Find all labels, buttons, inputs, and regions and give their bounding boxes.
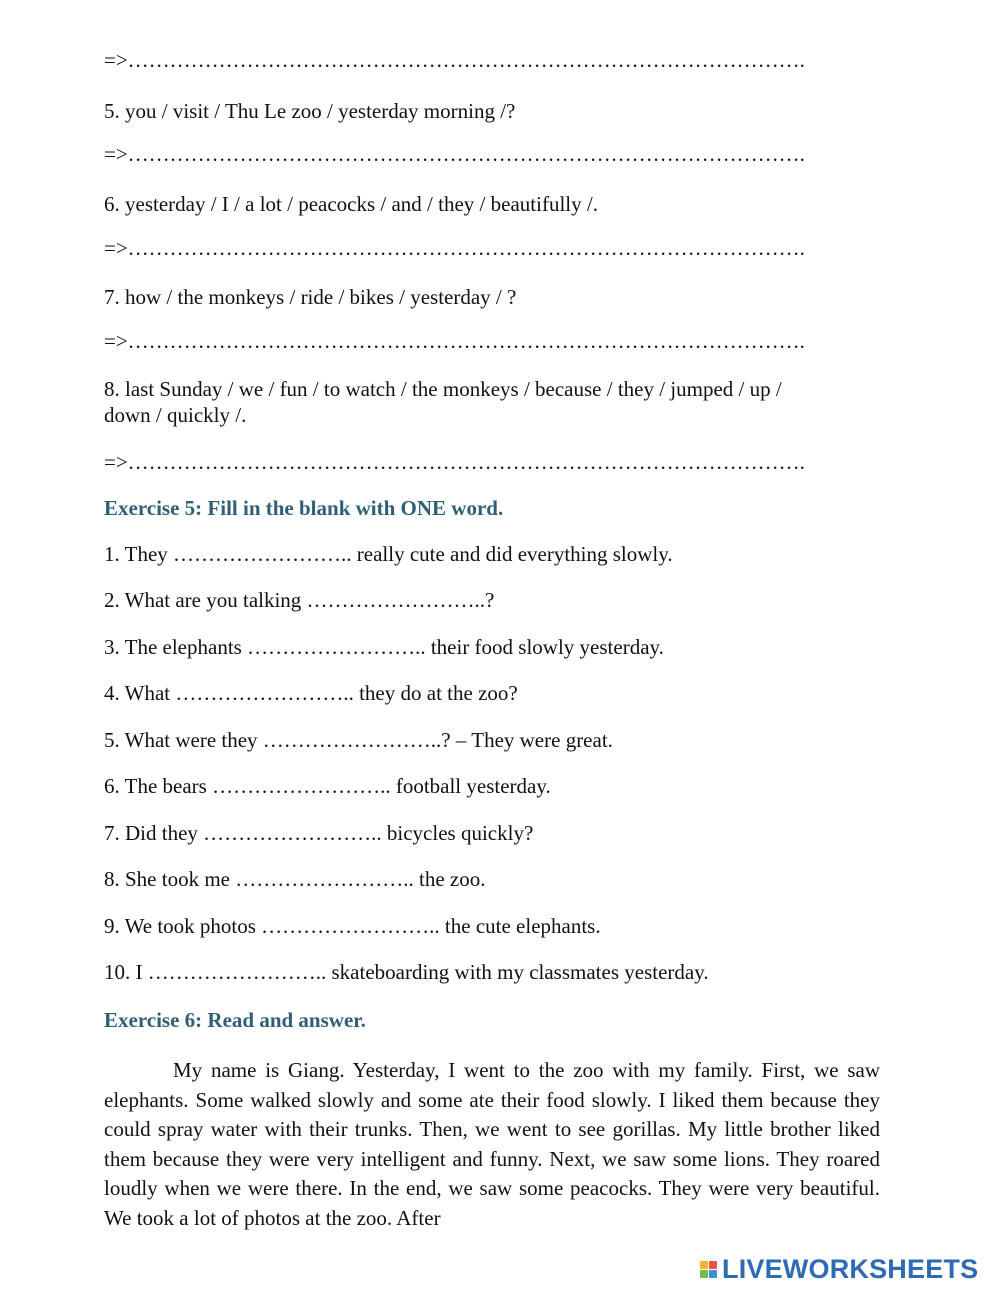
exercise5-item[interactable]: 5. What were they ……………………..? – They were great. xyxy=(104,728,613,752)
exercise5-item[interactable]: 8. She took me …………………….. the zoo. xyxy=(104,867,486,891)
logo-text: LIVEWORKSHEETS xyxy=(722,1253,979,1284)
exercise5-item[interactable]: 1. They …………………….. really cute and did everything slowly. xyxy=(104,542,673,566)
logo-square xyxy=(700,1270,708,1278)
exercise4-item-7: 7. how / the monkeys / ride / bikes / yesterday / ? xyxy=(104,285,517,309)
exercise5-item[interactable]: 3. The elephants …………………….. their food slowly yesterday. xyxy=(104,635,664,659)
answer-line[interactable]: =>……………………………………………………………………………………. xyxy=(104,48,805,72)
logo-square xyxy=(709,1261,717,1269)
exercise5-item[interactable]: 10. I …………………….. skateboarding with my classmates yesterday. xyxy=(104,960,709,984)
exercise4-item-8-continued: down / quickly /. xyxy=(104,403,247,427)
exercise6-heading: Exercise 6: Read and answer. xyxy=(104,1008,366,1032)
answer-line[interactable]: =>……………………………………………………………………………………. xyxy=(104,450,805,474)
exercise5-item[interactable]: 4. What …………………….. they do at the zoo? xyxy=(104,681,518,705)
answer-line[interactable]: =>……………………………………………………………………………………. xyxy=(104,329,805,353)
exercise4-item-5: 5. you / visit / Thu Le zoo / yesterday morning /? xyxy=(104,99,516,123)
exercise4-item-8: 8. last Sunday / we / fun / to watch / the monkeys / because / they / jumped / up / xyxy=(104,377,782,401)
logo-square xyxy=(709,1270,717,1278)
exercise5-item[interactable]: 6. The bears …………………….. football yesterday. xyxy=(104,774,551,798)
answer-line[interactable]: =>……………………………………………………………………………………. xyxy=(104,236,805,260)
exercise5-item[interactable]: 9. We took photos …………………….. the cute elephants. xyxy=(104,914,601,938)
liveworksheets-logo xyxy=(700,1254,978,1284)
exercise5-heading: Exercise 5: Fill in the blank with ONE word. xyxy=(104,496,504,520)
logo-square xyxy=(700,1261,708,1269)
exercise4-item-6: 6. yesterday / I / a lot / peacocks / and / they / beautifully /. xyxy=(104,192,598,216)
exercise5-item[interactable]: 2. What are you talking ……………………..? xyxy=(104,588,495,612)
answer-line[interactable]: =>……………………………………………………………………………………. xyxy=(104,142,805,166)
logo-mark-icon xyxy=(700,1261,717,1278)
exercise5-item[interactable]: 7. Did they …………………….. bicycles quickly? xyxy=(104,821,534,845)
reading-passage: My name is Giang. Yesterday, I went to the zoo with my family. First, we saw elephants. Some walked slowly and some ate their food slowly. I liked them because they could spray water with their trunks. Then, we went to see gorillas. My little brother liked them because they were very intelligent and funny. Next, we saw some lions. They roared loudly when we were there. In the end, we saw some peacocks. They were very beautiful. We took a lot of photos at the zoo. After xyxy=(104,1058,880,1230)
